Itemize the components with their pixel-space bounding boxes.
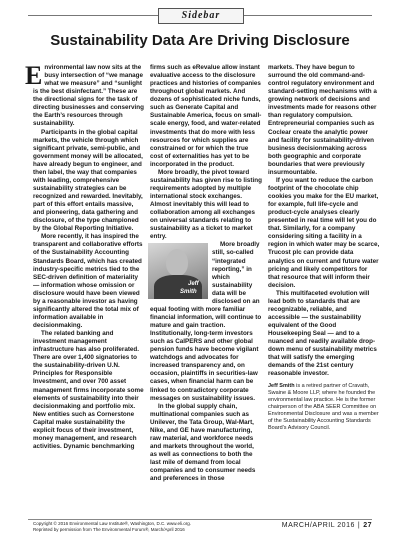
photo-head-shape bbox=[166, 249, 188, 276]
issue-date: MARCH/APRIL 2016 bbox=[281, 522, 355, 529]
article-title: Sustainability Data Are Driving Disclosure bbox=[50, 32, 350, 49]
copyright-line: Copyright © 2016 Environmental Law Institute®, Washington, D.C. www.eli.org. bbox=[33, 521, 192, 526]
folio-separator: | bbox=[357, 522, 361, 529]
paragraph bbox=[25, 61, 145, 129]
paragraph: More broadly, the pivot toward sustainability has given rise to listing requirements adopted by multiple international stock exchanges. Almost inevitably this will lead to collaboration among all exchanges on universal standards relating to sustainability as a ticket to market entry. bbox=[150, 168, 262, 241]
footer-rule bbox=[28, 519, 372, 520]
paragraph: Participants in the global capital markets, the vehicle through which significant private, semi-public, and government money will be allocated, have already begun to engineer, and then label, the way that companies with leading, comprehensive sustainability strategies can be recognized and rewarded. Inevitably, part of this effort entails massive, and pioneering, data gathering and disclosure, of the type championed by the Global Reporting Initiative. bbox=[33, 128, 143, 233]
paragraph-text: More broadly still, so-called “integrated reporting,” in which sustainability data will be disclosed on an equal footing with more familiar financial information, will continue to mature and gain traction. Institutionally, long-term investors such as CalPERS and other global pension funds have become vigilant watchdogs and advocates for increased transparency and, on occasion, plaintiffs in securities-law cases, when financial harm can be linked to contradictory corporate messages on sustainability issues. bbox=[150, 241, 262, 402]
paragraph: firms such as eRevalue allow instant evaluative access to the disclosure practices and histories of companies throughout global markets. And dozens of sophisticated niche funds, such as Generate Capital and Sustainable America, focus on small-scale energy, food, and water-related investments that do more with less resources for which supplies are constrained or for which the true cost of externalities has yet to be incorporated in the product. bbox=[150, 64, 262, 168]
paragraph: The related banking and investment management infrastructure has also proliferated. There are over 1,400 signatories to the sustainability-driven U.N. Principles for Responsible Investment, and over 700 asset management firms incorporate some elements of sustainability into their decisionmaking and portfolio mix. New entities such as Cornerstone Capital make sustainability the explicit focus of their investment, money management, and research activities. Dynamic benchmarking bbox=[33, 330, 144, 450]
bio-text: is a retired partner of Cravath, Swaine & Moore LLP, where he founded the environmental law practice. He is the former chairperson of the ABA SEER Committee on Environmental Disclosure and was a member of the Sustainability Accounting Standards Board’s Advisory Council. bbox=[268, 383, 379, 432]
paragraph bbox=[150, 241, 262, 402]
paragraph: More recently, it has inspired the transparent and collaborative efforts of the Sustainability Accounting Standards Board, which has created industry-specific metrics tied to the SEC-driven definition of materiality — information whose omission or disclosure would have been viewed by a reasonable investor as having significantly altered the total mix of information available in decisionmaking. bbox=[33, 233, 143, 329]
bio-paragraph bbox=[268, 383, 380, 432]
section-tab: Sidebar bbox=[158, 8, 244, 24]
folio bbox=[282, 522, 372, 529]
text-column-1 bbox=[25, 61, 145, 451]
paragraph: If you want to reduce the carbon footprint of the chocolate chip cookies you make for the EU market, for example, full life-cycle and product-cycle analyses clearly presented in real time will let you do that. Similarly, for a company considering siting a facility in a region in which water may be scarce, Trucost plc can provide data analytics on current and future water pricing and likely competitors for that resource that will inform their decision. bbox=[268, 176, 380, 289]
copyright-notice bbox=[33, 521, 263, 532]
page-number: 27 bbox=[363, 522, 372, 529]
text-column-3 bbox=[268, 64, 380, 432]
text-column-2 bbox=[150, 64, 262, 483]
author-photo bbox=[148, 243, 208, 299]
author-bio bbox=[268, 383, 380, 432]
reprint-line: Reprinted by permission from The Environmental Forum®, March/April 2016 bbox=[33, 526, 185, 532]
paragraph: markets. They have begun to surround the old command-and-control regulatory environment and standard-setting mechanisms with a growing network of decisions and investments made for reasons other than regulatory compulsion. Entrepreneurial companies such as Coclear create the analytic power and facility for sustainability-driven business decisionmaking across both geographic and corporate boundaries that were previously insurmountable. bbox=[268, 64, 377, 176]
photo-caption: Jeff Smith bbox=[180, 281, 199, 296]
paragraph-text: nvironmental law now sits at the busy intersection of “we manage what we measure” and “sunlight is the best disinfectant.” These are the directional signs for the task of directing businesses and conserving the Earth’s resources through sustainability. bbox=[33, 64, 144, 128]
paragraph: This multifaceted evolution will lead both to standards that are recognizable, reliable, and accessible — the sustainability equivalent of the Good Housekeeping Seal — and to a nuanced and readily available drop-down menu of sustainability metrics that will satisfy the emerging demands of the 21st century reasonable investor. bbox=[268, 289, 377, 378]
bio-name: Jeff Smith bbox=[268, 383, 295, 390]
paragraph: In the global supply chain, multinational companies such as Unilever, the Tata Group, Wal-Mart, Nike, and GE have manufacturing, raw material, and workforce needs and markets throughout the world, as well as connections to both the last mile of demand from local companies and to consumer needs and preferences in those bbox=[150, 402, 256, 483]
drop-cap: E bbox=[25, 61, 43, 90]
